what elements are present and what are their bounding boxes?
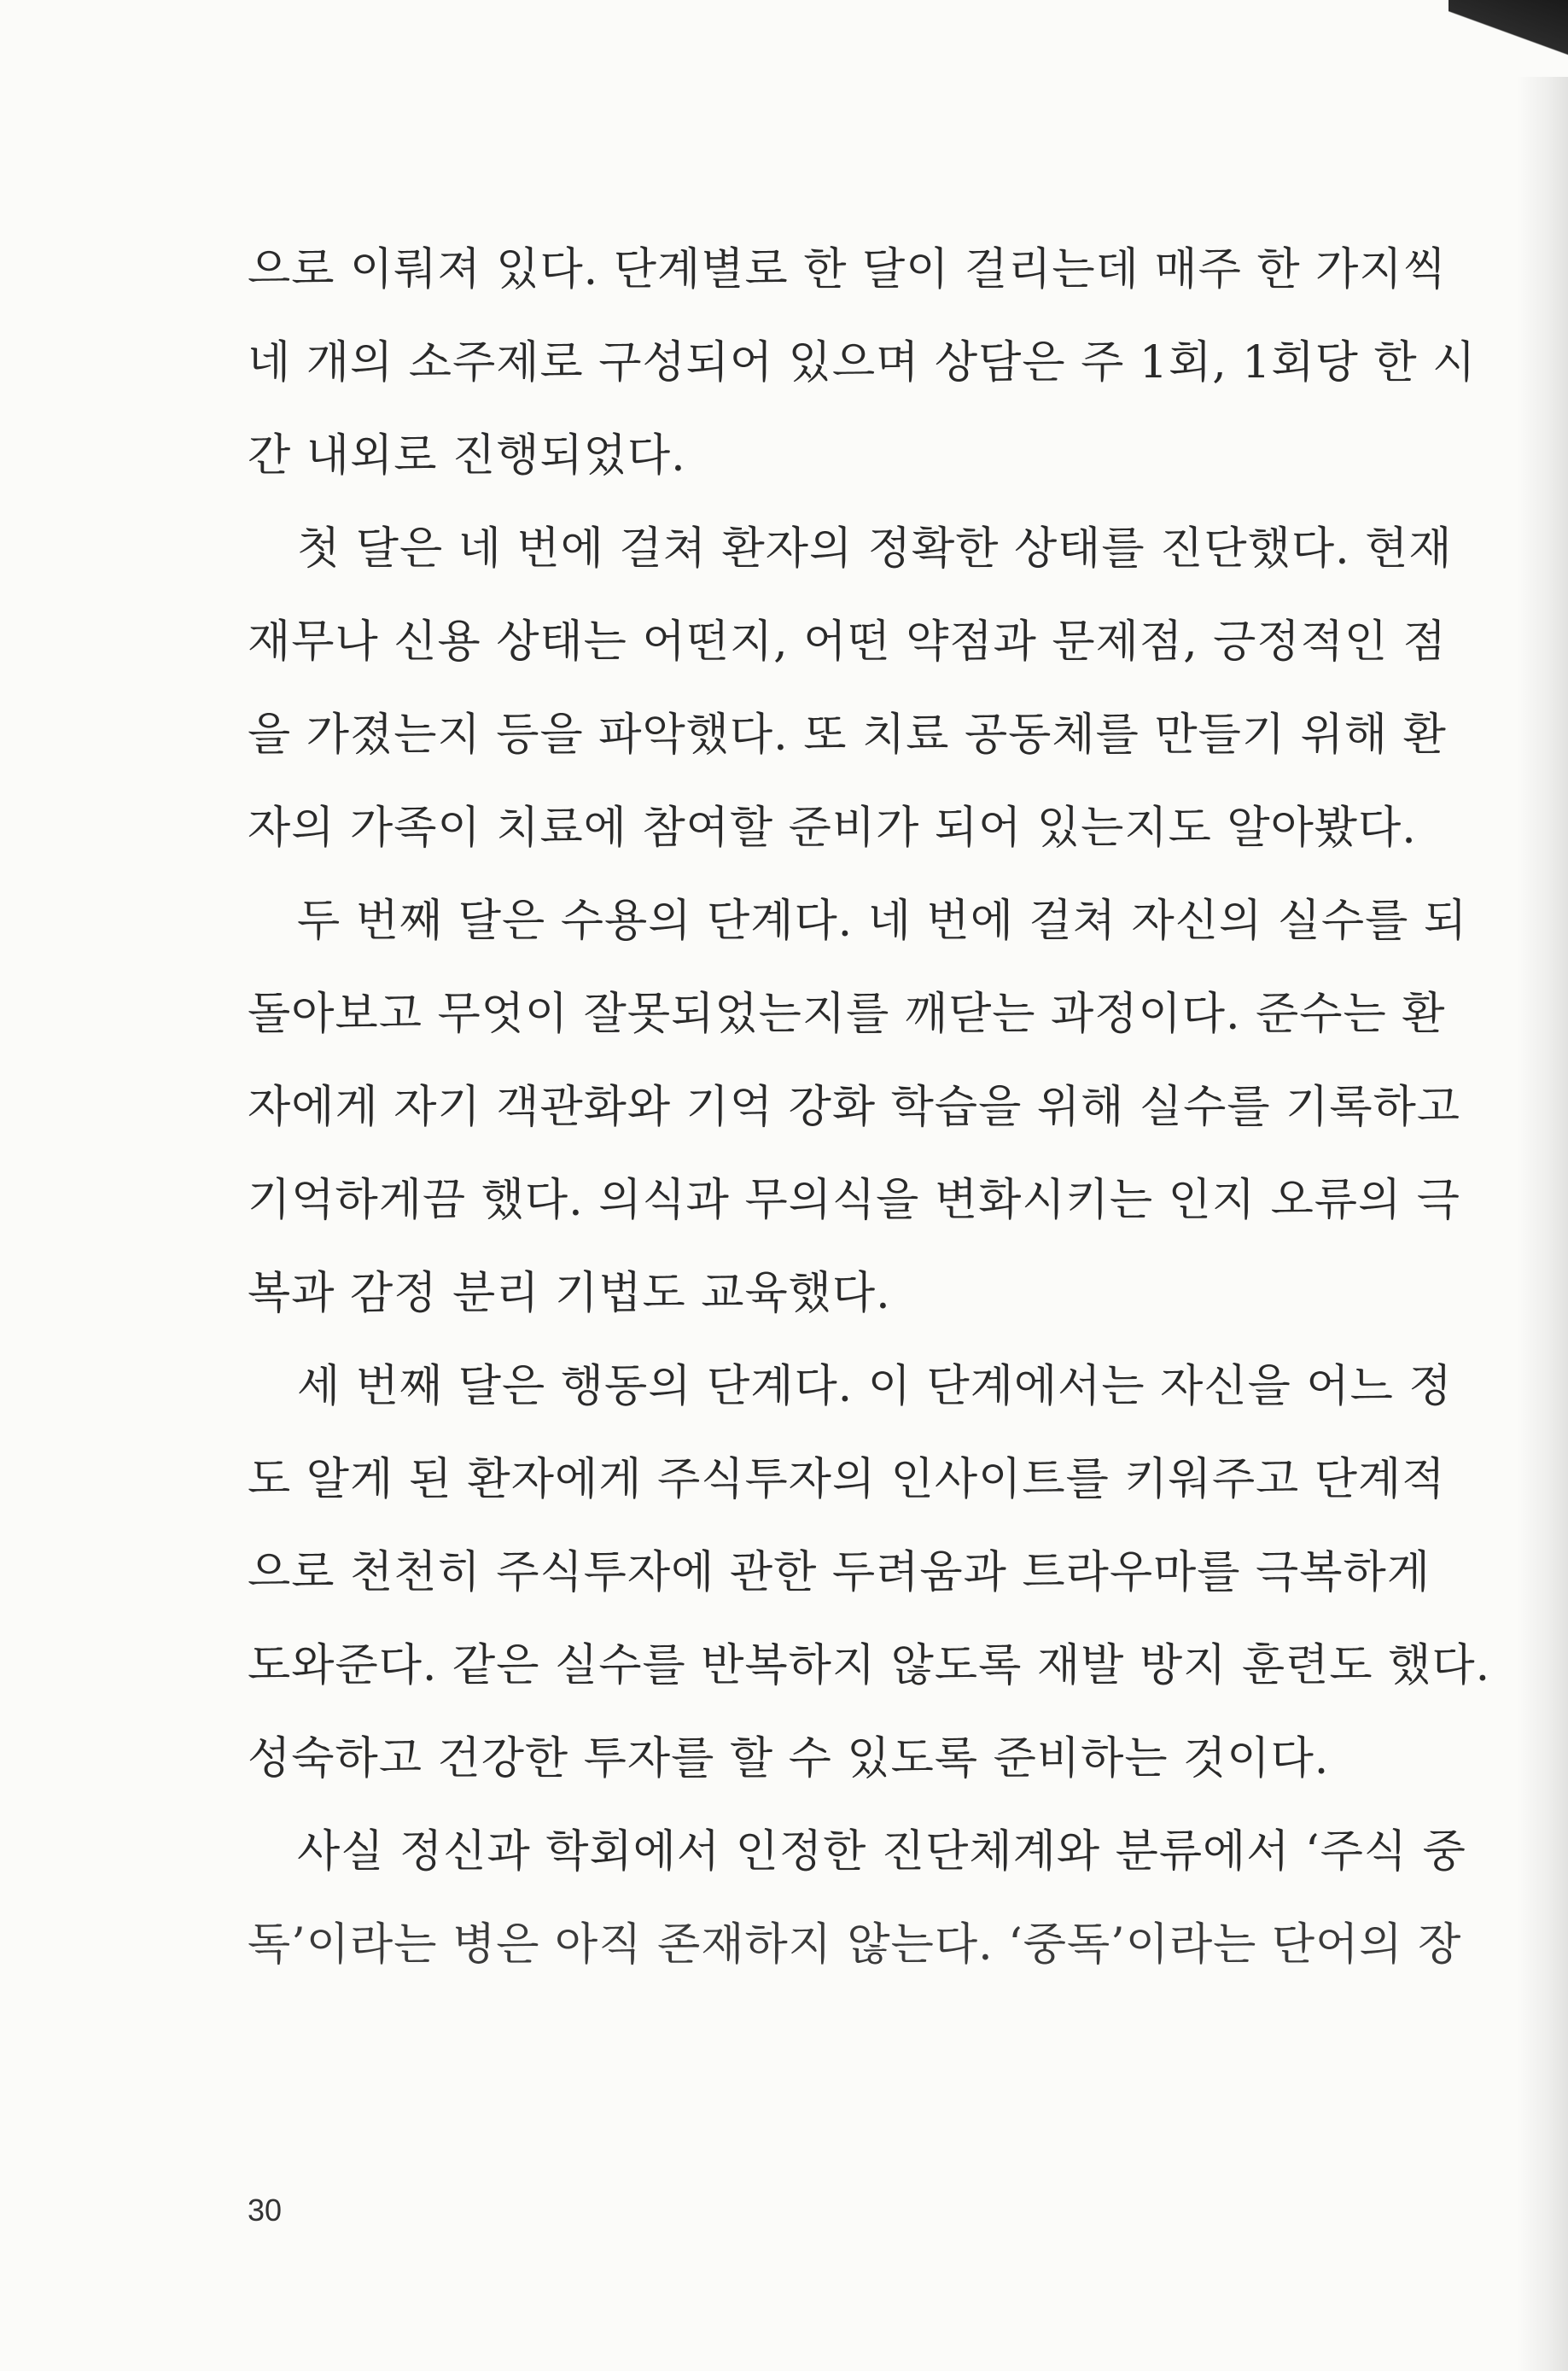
- text-line: 두 번째 달은 수용의 단계다. 네 번에 걸쳐 자신의 실수를 되: [297, 896, 1468, 947]
- paragraph-1: [248, 224, 1477, 503]
- paragraph-3: [248, 875, 1468, 1340]
- paragraph-4: [248, 1340, 1491, 1806]
- text-line: 재무나 신용 상태는 어떤지, 어떤 약점과 문제점, 긍정적인 점: [248, 616, 1447, 668]
- text-line: 네 개의 소주제로 구성되어 있으며 상담은 주 1회, 1회당 한 시: [248, 337, 1477, 388]
- paragraph-2: [248, 503, 1453, 875]
- text-line: 성숙하고 건강한 투자를 할 수 있도록 준비하는 것이다.: [248, 1733, 1330, 1784]
- page-corner-shadow: [1449, 0, 1568, 77]
- text-line: 첫 달은 네 번에 걸쳐 환자의 정확한 상태를 진단했다. 현재: [297, 523, 1453, 575]
- text-line: 으로 천천히 주식투자에 관한 두려움과 트라우마를 극복하게: [248, 1547, 1431, 1598]
- text-line: 돌아보고 무엇이 잘못되었는지를 깨닫는 과정이다. 준수는 환: [248, 989, 1446, 1040]
- page-number: 30: [248, 2193, 283, 2228]
- text-line: 도 알게 된 환자에게 주식투자의 인사이트를 키워주고 단계적: [248, 1454, 1446, 1505]
- page-right-edge-shadow: [1517, 77, 1568, 2371]
- text-line: 기억하게끔 했다. 의식과 무의식을 변화시키는 인지 오류의 극: [248, 1175, 1461, 1226]
- text-line: 사실 정신과 학회에서 인정한 진단체계와 분류에서 ‘주식 중: [297, 1826, 1466, 1878]
- text-line: 자에게 자기 객관화와 기억 강화 학습을 위해 실수를 기록하고: [248, 1082, 1461, 1133]
- paragraph-5: [248, 1806, 1466, 1992]
- text-line: 세 번째 달은 행동의 단계다. 이 단계에서는 자신을 어느 정: [297, 1361, 1453, 1412]
- text-line: 간 내외로 진행되었다.: [248, 430, 686, 482]
- text-line: 독’이라는 병은 아직 존재하지 않는다. ‘중독’이라는 단어의 장: [248, 1919, 1462, 1971]
- text-line: 으로 이뤄져 있다. 단계별로 한 달이 걸리는데 매주 한 가지씩: [248, 244, 1447, 295]
- body-text: [248, 224, 1491, 1992]
- text-line: 을 가졌는지 등을 파악했다. 또 치료 공동체를 만들기 위해 환: [248, 710, 1447, 761]
- text-line: 복과 감정 분리 기법도 교육했다.: [248, 1268, 891, 1319]
- text-line: 자의 가족이 치료에 참여할 준비가 되어 있는지도 알아봤다.: [248, 803, 1417, 854]
- text-line: 도와준다. 같은 실수를 반복하지 않도록 재발 방지 훈련도 했다.: [248, 1640, 1491, 1691]
